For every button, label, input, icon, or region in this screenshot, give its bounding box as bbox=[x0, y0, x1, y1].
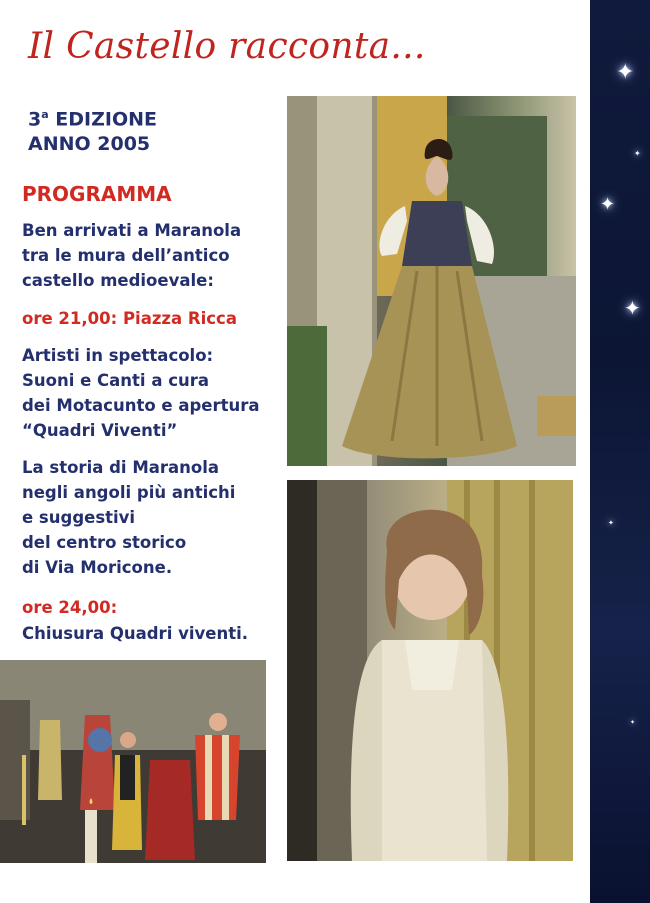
storia-line: negli angoli più antichi bbox=[22, 483, 236, 502]
welcome-paragraph bbox=[22, 218, 241, 293]
star-icon: ✦ bbox=[630, 719, 636, 726]
welcome-line: castello medioevale: bbox=[22, 271, 214, 290]
edition-line bbox=[28, 102, 157, 132]
star-icon: ✦ bbox=[608, 519, 614, 527]
artists-line: “Quadri Viventi” bbox=[22, 421, 178, 440]
time-piazza-ricca: ore 21,00: Piazza Ricca bbox=[22, 309, 237, 328]
star-icon: ✦ bbox=[634, 149, 641, 158]
storia-line: del centro storico bbox=[22, 533, 187, 552]
photo-lady-gold-gown-illustration bbox=[287, 96, 576, 466]
edition-year: ANNO 2005 bbox=[28, 133, 151, 156]
edition-block bbox=[28, 102, 157, 157]
star-icon: ✦ bbox=[624, 296, 641, 320]
artists-line: Suoni e Canti a cura bbox=[22, 371, 210, 390]
storia-line: e suggestivi bbox=[22, 508, 136, 527]
closing-text: Chiusura Quadri viventi. bbox=[22, 624, 249, 643]
photo-girl-white-dress-illustration bbox=[287, 480, 573, 861]
storia-line: La storia di Maranola bbox=[22, 458, 220, 477]
edition-label: EDIZIONE bbox=[48, 108, 157, 131]
page-title: Il Castello racconta... bbox=[28, 26, 426, 67]
artists-line: Artisti in spettacolo: bbox=[22, 346, 214, 365]
storia-line: di Via Moricone. bbox=[22, 558, 173, 577]
welcome-line: tra le mura dell’antico bbox=[22, 246, 230, 265]
edition-superscript: a bbox=[41, 108, 49, 121]
artists-paragraph bbox=[22, 343, 260, 443]
star-icon: ✦ bbox=[616, 60, 635, 85]
artists-line: dei Motacunto e apertura bbox=[22, 396, 260, 415]
night-sky-strip bbox=[590, 0, 650, 903]
photo-lady-gold-gown bbox=[287, 96, 576, 466]
star-icon: ✦ bbox=[600, 194, 616, 215]
photo-procession bbox=[0, 660, 266, 863]
programma-heading: PROGRAMMA bbox=[22, 182, 172, 206]
edition-number: 3 bbox=[28, 108, 42, 131]
welcome-line: Ben arrivati a Maranola bbox=[22, 221, 242, 240]
photo-girl-white-dress bbox=[287, 480, 573, 861]
photo-procession-illustration bbox=[0, 660, 266, 863]
storia-paragraph bbox=[22, 455, 235, 580]
time-closing: ore 24,00: bbox=[22, 598, 118, 617]
